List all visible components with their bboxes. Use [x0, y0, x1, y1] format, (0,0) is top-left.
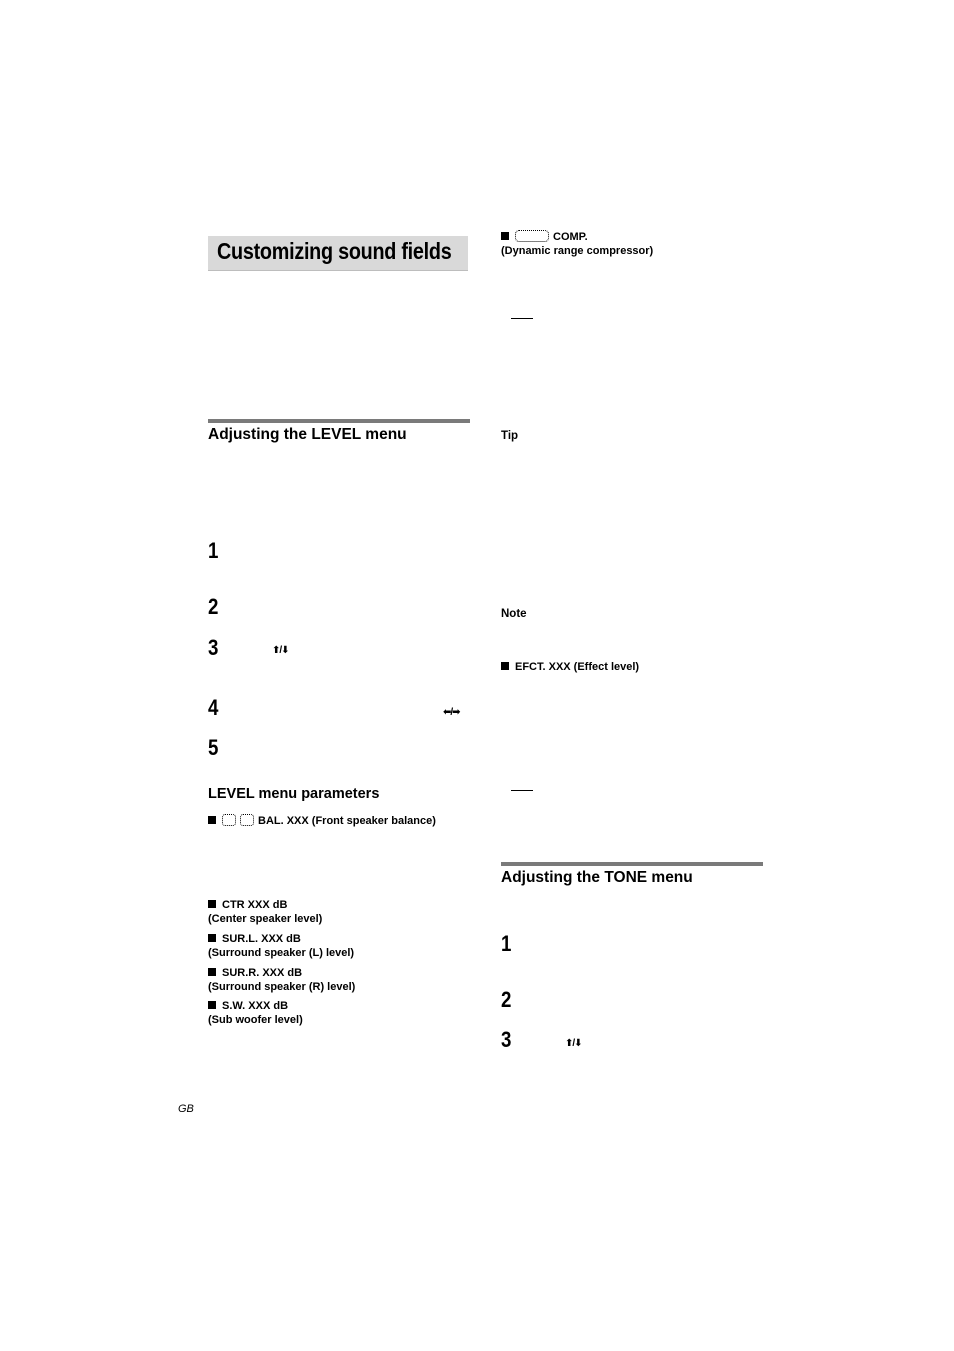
level-params-heading: LEVEL menu parameters: [208, 786, 380, 802]
level-step-2: 2: [208, 594, 219, 619]
sw-param: [208, 1000, 303, 1027]
bullet-square-icon: [208, 1001, 216, 1009]
bullet-square-icon: [501, 662, 509, 670]
front-left-speaker-icon: [222, 814, 236, 826]
page-title-banner: [208, 236, 468, 271]
level-step-4: 4: [208, 695, 219, 720]
section-rule-level: [208, 419, 470, 423]
display-indicator-icon: [515, 230, 549, 242]
page-title: Customizing sound fields: [217, 238, 452, 264]
efct-param: [501, 661, 639, 675]
bullet-square-icon: [208, 900, 216, 908]
level-step-1: 1: [208, 538, 219, 563]
surl-param-label: SUR.L. XXX dB: [222, 933, 301, 945]
bullet-square-icon: [208, 968, 216, 976]
comp-param-label: COMP.: [553, 231, 588, 243]
comp-param-desc: (Dynamic range compressor): [501, 244, 654, 257]
tone-step-1: 1: [501, 931, 512, 956]
bal-param-label: BAL. XXX (Front speaker balance): [258, 815, 436, 827]
section-rule-tone: [501, 862, 763, 866]
surl-param: [208, 933, 354, 960]
page-code: GB: [178, 1103, 194, 1115]
short-divider: [511, 318, 533, 319]
note-label: Note: [501, 608, 527, 620]
sw-param-label: S.W. XXX dB: [222, 1000, 289, 1012]
level-step-5: 5: [208, 735, 219, 760]
surl-param-desc: (Surround speaker (L) level): [208, 946, 355, 959]
tone-step-3: 3: [501, 1027, 512, 1052]
surr-param-label: SUR.R. XXX dB: [222, 967, 303, 979]
tone-step-2: 2: [501, 987, 512, 1012]
level-menu-heading: Adjusting the LEVEL menu: [208, 426, 407, 443]
ctr-param-label: CTR XXX dB: [222, 899, 288, 911]
short-divider: [511, 790, 533, 791]
bullet-square-icon: [208, 934, 216, 942]
front-right-speaker-icon: [240, 814, 254, 826]
level-step-3: 3: [208, 635, 219, 660]
left-right-arrows-icon: ⬅/➡: [443, 707, 460, 718]
ctr-param-desc: (Center speaker level): [208, 912, 323, 925]
efct-param-label: EFCT. XXX (Effect level): [515, 661, 640, 673]
surr-param: [208, 967, 355, 994]
bal-param: [208, 814, 436, 829]
bullet-square-icon: [208, 816, 216, 824]
tone-menu-heading: Adjusting the TONE menu: [501, 869, 693, 886]
up-down-arrows-icon: ⬆/⬇: [565, 1038, 582, 1049]
ctr-param: [208, 899, 322, 926]
tip-label: Tip: [501, 430, 519, 442]
bullet-square-icon: [501, 232, 509, 240]
surr-param-desc: (Surround speaker (R) level): [208, 980, 356, 993]
up-down-arrows-icon: ⬆/⬇: [272, 645, 289, 656]
comp-param: [501, 230, 653, 258]
sw-param-desc: (Sub woofer level): [208, 1013, 303, 1026]
